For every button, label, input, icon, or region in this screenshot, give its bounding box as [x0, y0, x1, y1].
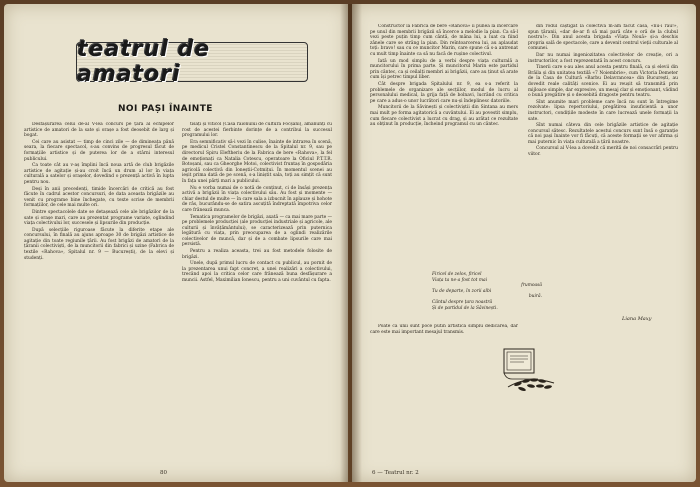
paragraph: Ca toate cât au v-aș împlini încă noua artă de club brigăzile artistice de agitație și-au croit încă un drum al lor în viața culturală a satelor și orașelor, dovedind o prezență activă în lupta pentru nou. — [24, 163, 174, 185]
poem-excerpt — [432, 272, 542, 311]
paragraph: Pentru a realiza aceasta, trei au fost metodele folosite de brigăzi. — [182, 249, 332, 260]
paragraph: Muncitorii de la Săvinești și colectiviștii din Sintana au mers mai mult pe forma agitatorică a cuvântului. Ei au povestit simplu, cum fiecare colectivist a lucrat cu drag, și au arătat ce rezultate au obținut în producție, încheind programul cu un cântec. — [370, 105, 518, 128]
paragraph: Tematica programelor de brigăzi, axată — ca mai mare parte — pe problemele producției (ale producției industriale și agricole, ale culturii și învățământului), se caracterizează prin puternica legătură cu viața, prin preocuparea de a oglindi realizările colectivelor de muncă, dar și de a combate lipsurile care mai persistă. — [182, 214, 332, 248]
right-column-2 — [528, 24, 678, 310]
paragraph: Cât despre brigada Spitalului nr. 9, ea s-a referit la problemele de organizare ale secțiilor, modul de lucru al personalului medical, la grija față de bolnavi, lucrând cu critica pe care a adus-o unor lucrători care nu-și îndeplinesc datoriile. — [370, 81, 518, 104]
poem-line: Firicel de zelos, firicel — [432, 272, 482, 277]
poem-line: Viața ta ne-a fost tot mai — [432, 277, 488, 283]
paragraph: Iată un mod simplu de a verbi despre viața culturală a muncitorului în prima parte. Și muncitorul Marin este partidul prin cântec, ca și ceilalți membri ai brigăzii, care au ținut să arate cum își petrec timpul liber. — [370, 58, 518, 81]
paragraph: Desfășurarea celui de-al V-lea concurs pe țară al echipelor artistice de amatori de la sate și orașe a fost deosebit de larg și bogat. — [24, 122, 174, 139]
section-title: NOI PAȘI ÎNAINTE — [118, 104, 213, 114]
poem-line: frumoasă — [521, 283, 542, 289]
paragraph: Dar nu numai ingeniozitatea colectivelor de creație, ori a instructorilor, a fost reprezentată în acest concurs. — [528, 52, 678, 64]
paragraph: Sînt numai câteva din cele brigăzile artistice de agitație concursul sătesc. Rezultatele acestui concurs sunt însă o garanție că noi pași înainte vor fi făcuți, că aceste formații se vor afirma și mai puternic în viața culturală a țării noastre. — [528, 123, 678, 145]
paragraph: din rodul câștigat la colectivă m-am făcut casă, «nu-i rău!», spun țăranii, «dar de-ar fi să mai pară câte o oră de la clubul nostru!». Din anul acesta brigada «Viața Nouă» și-a deschis propria sală de spectacole, care a devenit centrul vieții culturale al comunei. — [528, 24, 678, 52]
left-page — [4, 4, 348, 482]
paragraph: Sînt anumite mari probleme care încă nu sunt în întregime rezolvate: lipsa repertoriului, pregătirea insuficientă a unor instructori, condițiile modeste în care lucrează unele formații la sate. — [528, 99, 678, 122]
paragraph: Unele, după primul lucru de contact cu publicul, au pornit de la prezentarea unui fapt concret, a unei realizări a colectivului, trecând apoi la critica celor care frânează buna desfășurare a muncii. Astfel, Maximilian Ionescu, pentru a uni cuvântul cu fapta. — [182, 261, 332, 284]
paragraph: După selecțiile riguroase făcute la diferite etape ale concursului, în finală au ajuns aproape 30 de brigăzi artistice de agitație din toate regiunile țării. Au fost brigăzi de amatori de la țăranii colectiviști, de la muncitorii din fabrici și uzine (Fabrica de textile «Rahova», Spitalul nr. 9 — București), de la elevi și studenți. — [24, 227, 174, 261]
paragraph: Poate că unii sunt poce putin artistică simplu dedicarea, dar care este mai important mesajul transmis. — [370, 324, 518, 335]
paragraph: Dintre spectacolele date se detașează cele ale brigăzilor de la sate și orașe mari, care au prezentat programe variate, oglindind viața colectivului lor, succesele și lipsurile din producție. — [24, 209, 174, 227]
paragraph: Cei care au asistat — timp de cinci zile — de dimineața până seara, la fiecare spectacol, s-au convins de progresul făcut de formațiile artistice și de puterea lor de a stârni interesul publicului. — [24, 139, 174, 162]
paragraph: Era semnificativ să-i vezi în culise, înainte de intrarea în scenă, pe medicul Cristel Constantinescu de la Spitalul nr. 9, sau pe directorul Spiru Eleftheriu de la Fabrica de bere «Rahova», la fel de emoționați ca Natalia Cotescu, operatoare la Oficiul P.T.T.R. Botoșani, sau ca Gheorghe Motoi, colectivist fruntaș în gospodăria agricolă colectivă din Ioneștii-Cotmițui. În momentul scenei au ieșit prima dată de pe scenă, s-a liniștit sala, toți au simțit că sunt în fața unei părți mari a publicului. — [182, 139, 332, 184]
masthead-title: teatrul de amatori — [77, 37, 211, 87]
masthead-banner — [76, 37, 308, 87]
poem-line: Și de partidul de la Săvinești. — [432, 305, 498, 311]
poem-line: Tu de departe, în zorii albi — [432, 288, 492, 294]
right-column-1-end — [370, 324, 518, 352]
author-signature: Liana Maxy — [622, 316, 652, 322]
paragraph: Constructor la Fabrica de bere «Rahova» îi punea la încercare pe unul din membrii brigăzii să încerce a melodie la pian. Ca să-l vezi peste puțin timp cum cântă, de mâna lui, a luat ca fiind zânele care se strâng la pian. Din reîntoarcerea lui, au aplaudat toți: bravo! sau cu ce muncitor Marin, care spune că s-a antrenat cu mult timp înainte ca să nu facă de rușine colectivul. — [370, 24, 518, 57]
poem-line: buiră. — [528, 294, 542, 300]
poem-line: Cântul despre țara noastră — [432, 299, 493, 305]
paragraph: tisați și viticol (Casa raionului de cultură Focșani), amănunți cu rost de acestei fierbinte dorințe de a contribui la succesul programului lor. — [182, 122, 332, 139]
book-gutter — [340, 4, 362, 482]
paragraph: Concursul al V-lea a dovedit că merită de noi consacrări pentru viitor. — [528, 146, 678, 158]
left-column-2 — [182, 122, 332, 462]
paragraph: Deși în anii precedenți, timide încercări de critică au fost făcute în cadrul acestor concursuri, de data aceasta brigăzile au venit cu programe bine închegate, cu texte scrise de membrii formațiilor, de cele mai multe ori. — [24, 186, 174, 209]
paragraph: Nu e vorba numai de o notă de conținut, ci de însăși prezența activă a brigăzii în viața colectivului său. Au fost și momente — chiar destul de multe — în care sala a izbucnit în aplauze și hohote de râs, bucurându-se de satira ascuțită îndreptată împotriva celor care frânează munca. — [182, 185, 332, 213]
right-page — [352, 4, 696, 482]
page-number-left: 80 — [160, 470, 167, 476]
footer-note: 6 — Teatrul nr. 2 — [372, 470, 419, 476]
right-column-1 — [370, 24, 518, 272]
left-column-1 — [24, 122, 174, 462]
book-and-laurel-icon — [498, 345, 560, 400]
paragraph: Tinerii care s-au ales anul acesta pentru finală, ca și elevii din Brăila și din unitatea textilă «7 Noiembrie», cum Victoria Demeter de la Casa de Cultură «Barbu Delavrancea» din București, au dovedit reale calități scenice. Ei au reușit să transmită prin mijloace simple, dar expresive, un mesaj clar și emoționant, vădind o bună pregătire și o deosebită dragoste pentru teatru. — [528, 65, 678, 99]
